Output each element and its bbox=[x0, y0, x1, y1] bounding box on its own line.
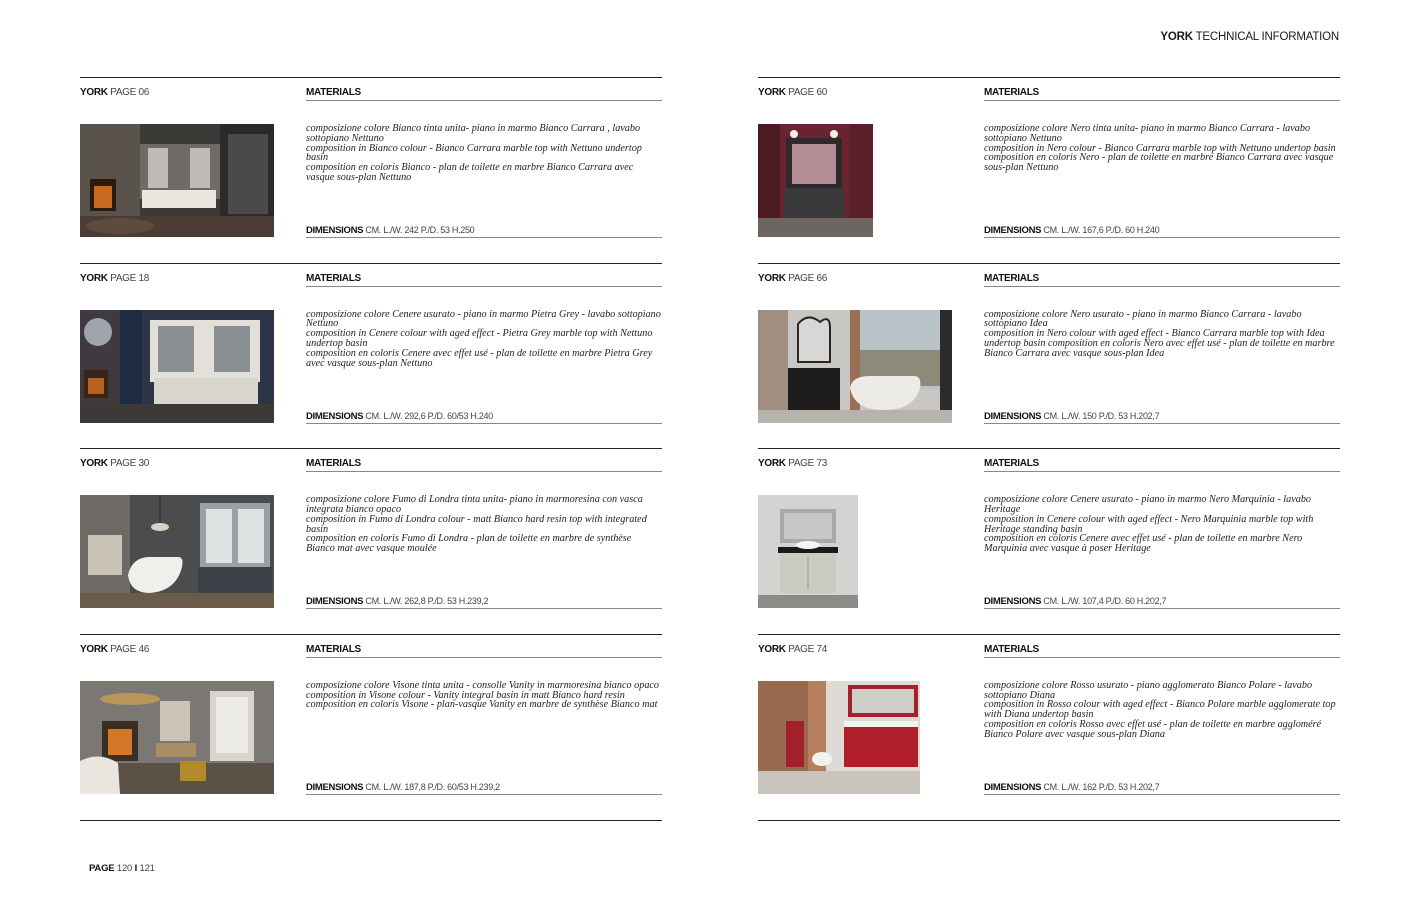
dimensions-label: DIMENSIONS bbox=[984, 596, 1042, 608]
materials-line-it: composizione colore Bianco tinta unita- piano in marmo Bianco Carrara , lavabo sottopiano Nettuno bbox=[306, 123, 641, 144]
product-entry bbox=[758, 448, 1340, 634]
materials-line-it: composizione colore Nero usurato - piano in marmo Bianco Carrara - lavabo sottopiano Idea bbox=[984, 308, 1302, 330]
materials-heading: MATERIALS bbox=[984, 87, 1340, 101]
dimensions-row bbox=[306, 411, 662, 424]
materials-heading: MATERIALS bbox=[984, 273, 1340, 287]
materials-line-en: composition in Bianco colour - Bianco Carrara marble top with Nettuno undertop basin bbox=[306, 142, 642, 164]
materials-line-it: composizione colore Visone tinta unita - consolle Vanity in marmoresina bianco opaco bbox=[306, 679, 660, 691]
entry-header bbox=[80, 264, 662, 286]
dimensions-value: CM. L./W. 292,6 P./D. 60/53 H.240 bbox=[365, 410, 493, 421]
materials-line-en: composition in Fumo di Londra colour - matt Bianco hard resin top with integrated basin bbox=[306, 513, 647, 535]
materials-description bbox=[984, 681, 1340, 740]
materials-line-en: composition in Nero colour - Bianco Carrara marble top with Nettuno undertop basin bbox=[984, 142, 1336, 154]
dimensions-row bbox=[306, 225, 662, 238]
materials-heading: MATERIALS bbox=[984, 458, 1340, 472]
page-number bbox=[89, 863, 155, 874]
entry-header bbox=[758, 78, 1340, 100]
entry-reference bbox=[80, 87, 149, 98]
materials-description bbox=[984, 124, 1340, 173]
materials-heading: MATERIALS bbox=[306, 87, 662, 101]
materials-description bbox=[306, 124, 662, 183]
entry-brand: YORK bbox=[80, 643, 108, 655]
left-column bbox=[80, 77, 662, 819]
materials-line-it: composizione colore Nero tinta unita- piano in marmo Bianco Carrara - lavabo sottopiano Nettuno bbox=[984, 123, 1311, 144]
entry-brand: YORK bbox=[758, 458, 786, 470]
materials-description bbox=[984, 310, 1340, 359]
materials-line-fr: composition en coloris Rosso avec effet usé - plan de toilette en marbre aggloméré Bianco Polare avec vasque sous-plan Diana bbox=[984, 718, 1322, 740]
dimensions-row bbox=[984, 596, 1340, 609]
bathroom-photo-console-vanity-fireplace bbox=[80, 681, 274, 794]
entry-brand: YORK bbox=[80, 87, 108, 98]
right-column bbox=[758, 77, 1340, 819]
bathroom-photo-freestanding-tub-mirrors bbox=[80, 495, 274, 608]
product-entry bbox=[758, 77, 1340, 263]
product-entry bbox=[80, 634, 662, 820]
dimensions-row bbox=[984, 225, 1340, 238]
dimensions-label: DIMENSIONS bbox=[984, 225, 1042, 236]
bathroom-photo-cenere-vanity-vessel-basin bbox=[758, 495, 858, 608]
entry-header bbox=[758, 264, 1340, 286]
materials-heading: MATERIALS bbox=[306, 458, 662, 472]
entry-page: PAGE 30 bbox=[110, 458, 150, 470]
entry-reference bbox=[80, 273, 149, 284]
entry-brand: YORK bbox=[80, 272, 108, 284]
entry-page: PAGE 74 bbox=[788, 643, 828, 655]
materials-line-it: composizione colore Cenere usurato - piano in marmo Nero Marquinia - lavabo Heritage bbox=[984, 494, 1312, 515]
entry-header bbox=[80, 635, 662, 657]
dimensions-row bbox=[306, 782, 662, 795]
dimensions-value: CM. L./W. 242 P./D. 53 H.250 bbox=[365, 225, 475, 235]
page-label: PAGE bbox=[89, 863, 115, 874]
page-right: 121 bbox=[139, 863, 155, 874]
entry-header bbox=[80, 449, 662, 471]
dimensions-value: CM. L./W. 167,6 P./D. 60 H.240 bbox=[1043, 225, 1160, 235]
entry-header bbox=[758, 449, 1340, 471]
page-separator: I bbox=[134, 863, 138, 874]
materials-line-en: composition in Rosso colour with aged effect - Bianco Polare marble agglomerate top with Diana undertop basin bbox=[984, 699, 1336, 721]
materials-line-fr: composition en coloris Fumo di Londra - plan de toilette en marbre de synthèse Bianco mat avec vasque moulée bbox=[306, 533, 632, 555]
entry-reference bbox=[758, 644, 827, 655]
entry-reference bbox=[80, 644, 149, 655]
section-header bbox=[1160, 31, 1339, 43]
entry-brand: YORK bbox=[80, 458, 108, 470]
dimensions-row bbox=[984, 411, 1340, 424]
entry-reference bbox=[758, 87, 827, 98]
entry-brand: YORK bbox=[758, 87, 786, 98]
entry-page: PAGE 73 bbox=[788, 458, 828, 470]
product-entry bbox=[80, 448, 662, 634]
entry-header bbox=[758, 635, 1340, 657]
materials-line-fr: composition en coloris Cenere avec effet usé - plan de toilette en marbre Pietra Grey avec vasque sous-plan Nettuno bbox=[306, 347, 653, 369]
entry-reference bbox=[758, 273, 827, 284]
materials-line-fr: composition en coloris Bianco - plan de toilette en marbre Bianco Carrara avec vasque sous-plan Nettuno bbox=[306, 162, 634, 183]
entry-brand: YORK bbox=[758, 272, 786, 284]
dimensions-row bbox=[984, 782, 1340, 795]
entry-page: PAGE 66 bbox=[788, 272, 828, 284]
dimensions-value: CM. L./W. 162 P./D. 53 H.202,7 bbox=[1043, 781, 1160, 792]
materials-line-it: composizione colore Rosso usurato - piano agglomerato Bianco Polare - lavabo sottopiano Diana bbox=[984, 679, 1313, 701]
bathroom-photo-dark-vanity-red-walls bbox=[758, 124, 873, 237]
bathroom-photo-double-vanity-blue-walls bbox=[80, 310, 274, 423]
dimensions-label: DIMENSIONS bbox=[306, 225, 364, 236]
materials-line-fr: composition en coloris Nero - plan de toilette en marbre Bianco Carrara avec vasque sous-plan Nettuno bbox=[984, 152, 1334, 174]
entry-reference bbox=[80, 458, 149, 469]
materials-heading: MATERIALS bbox=[984, 644, 1340, 658]
dimensions-value: CM. L./W. 107,4 P./D. 60 H.202,7 bbox=[1043, 596, 1167, 607]
product-entry bbox=[758, 634, 1340, 820]
materials-line-en: composition in Cenere colour with aged effect - Pietra Grey marble top with Nettuno undertop basin bbox=[306, 328, 653, 349]
product-entry bbox=[80, 77, 662, 263]
materials-line-en: composition in Cenere colour with aged effect - Nero Marquinia marble top with Heritage standing basin bbox=[984, 513, 1314, 535]
left-bottom-rule bbox=[80, 820, 662, 821]
entry-reference bbox=[758, 458, 827, 469]
dimensions-value: CM. L./W. 150 P./D. 53 H.202,7 bbox=[1043, 410, 1160, 421]
materials-line-fr: composition en coloris Cenere avec effet usé - plan de toilette en marbre Nero Marquinia avec vasque à poser Heritage bbox=[984, 533, 1303, 555]
materials-heading: MATERIALS bbox=[306, 273, 662, 287]
header-brand: YORK bbox=[1160, 31, 1193, 43]
dimensions-label: DIMENSIONS bbox=[306, 781, 364, 793]
dimensions-label: DIMENSIONS bbox=[306, 596, 364, 608]
bathroom-photo-red-vanity-brick-wall bbox=[758, 681, 920, 794]
entry-brand: YORK bbox=[758, 643, 786, 655]
entry-page: PAGE 46 bbox=[110, 643, 150, 655]
materials-line-en: composition in Visone colour - Vanity integral basin in matt Bianco hard resin bbox=[306, 689, 625, 701]
dimensions-label: DIMENSIONS bbox=[984, 781, 1042, 793]
materials-line-it: composizione colore Fumo di Londra tinta unita- piano in marmoresina con vasca integrata bianco opaco bbox=[306, 494, 643, 515]
bathroom-photo-black-vanity-bathtub-window bbox=[758, 310, 952, 423]
page-left: 120 bbox=[116, 863, 133, 874]
materials-description bbox=[306, 681, 662, 710]
entry-page: PAGE 60 bbox=[788, 87, 828, 98]
materials-description bbox=[984, 495, 1340, 554]
dimensions-value: CM. L./W. 187,8 P./D. 60/53 H.239,2 bbox=[365, 781, 500, 792]
materials-line-fr: composition en coloris Visone - plan-vasque Vanity en marbre de synthèse Bianco mat bbox=[306, 699, 658, 711]
header-title: TECHNICAL INFORMATION bbox=[1195, 31, 1339, 43]
materials-line-it: composizione colore Cenere usurato - piano in marmo Pietra Grey - lavabo sottopiano Nettuno bbox=[306, 308, 661, 330]
entry-page: PAGE 06 bbox=[110, 87, 150, 98]
product-entry bbox=[758, 263, 1340, 449]
dimensions-value: CM. L./W. 262,8 P./D. 53 H.239,2 bbox=[365, 596, 489, 607]
dimensions-row bbox=[306, 596, 662, 609]
entry-header bbox=[80, 78, 662, 100]
product-entry bbox=[80, 263, 662, 449]
entry-page: PAGE 18 bbox=[110, 272, 150, 284]
materials-heading: MATERIALS bbox=[306, 644, 662, 658]
right-bottom-rule bbox=[758, 820, 1340, 821]
dimensions-label: DIMENSIONS bbox=[306, 410, 364, 422]
materials-line-en-fr: composition in Nero colour with aged effect - Bianco Carrara marble top with Idea undertop basin composition en coloris Nero avec effet usé - plan de toilette en marbre Bianco Carrara avec vasque sous-plan Idea bbox=[984, 328, 1335, 359]
materials-description bbox=[306, 495, 662, 554]
dimensions-label: DIMENSIONS bbox=[984, 410, 1042, 422]
bathroom-photo-fireplace-white-vanity bbox=[80, 124, 274, 237]
materials-description bbox=[306, 310, 662, 369]
